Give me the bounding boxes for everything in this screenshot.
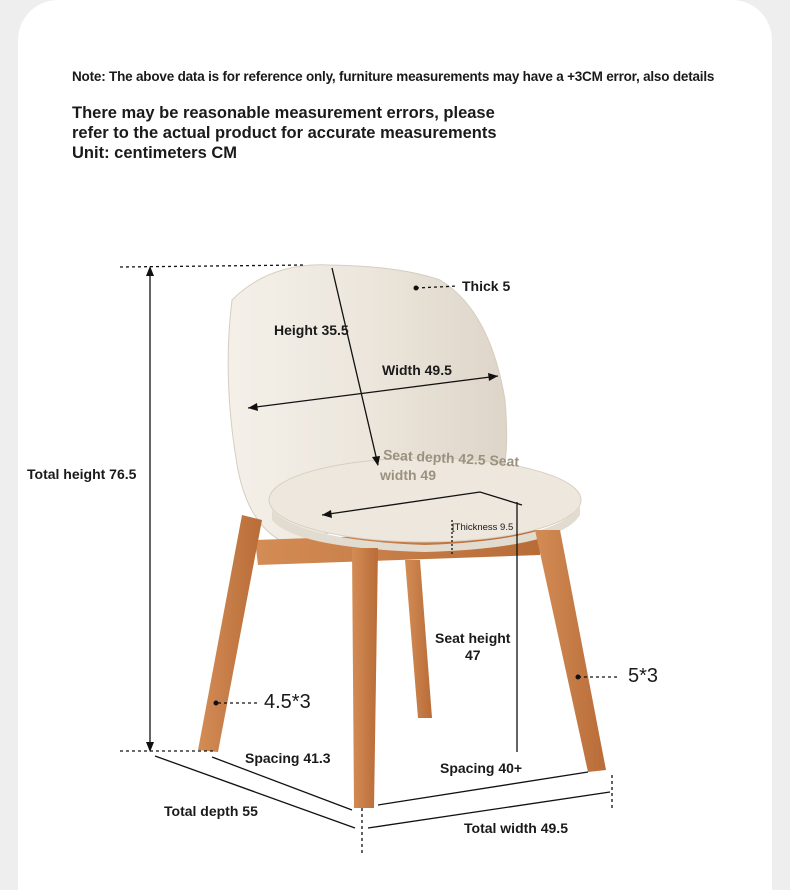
rear-leg-right xyxy=(405,560,432,718)
label-seat-depth: Seat depth 42.5 Seat xyxy=(382,446,520,470)
measurement-notice xyxy=(72,103,497,163)
front-leg-left xyxy=(198,515,262,752)
label-seat-height: Seat height xyxy=(435,630,511,646)
label-spacing-right: Spacing 40+ xyxy=(440,760,523,776)
label-seat-width: width 49 xyxy=(380,467,437,483)
label-total-height: Total height 76.5 xyxy=(27,466,137,482)
notice-line-1: There may be reasonable measurement errors, please xyxy=(72,104,495,122)
notice-line-2: refer to the actual product for accurate measurements xyxy=(72,124,497,142)
label-back-height: Height 35.5 xyxy=(274,322,349,338)
front-leg-center xyxy=(352,548,378,808)
front-leg-right xyxy=(535,530,606,772)
label-seat-height-value: 47 xyxy=(465,647,481,663)
unit-line: Unit: centimeters CM xyxy=(72,144,238,162)
disclaimer-note: Note: The above data is for reference only, furniture measurements may have a +3CM error, also details xyxy=(72,69,715,84)
label-left-leg: 4.5*3 xyxy=(264,691,311,713)
label-spacing-left: Spacing 41.3 xyxy=(245,750,331,766)
label-thickness: [Thickness 9.5 xyxy=(452,522,514,533)
label-back-width: Width 49.5 xyxy=(382,362,452,378)
label-thick: Thick 5 xyxy=(462,278,511,294)
label-total-depth: Total depth 55 xyxy=(164,803,258,819)
label-total-width: Total width 49.5 xyxy=(464,820,568,836)
label-right-leg: 5*3 xyxy=(628,665,659,687)
